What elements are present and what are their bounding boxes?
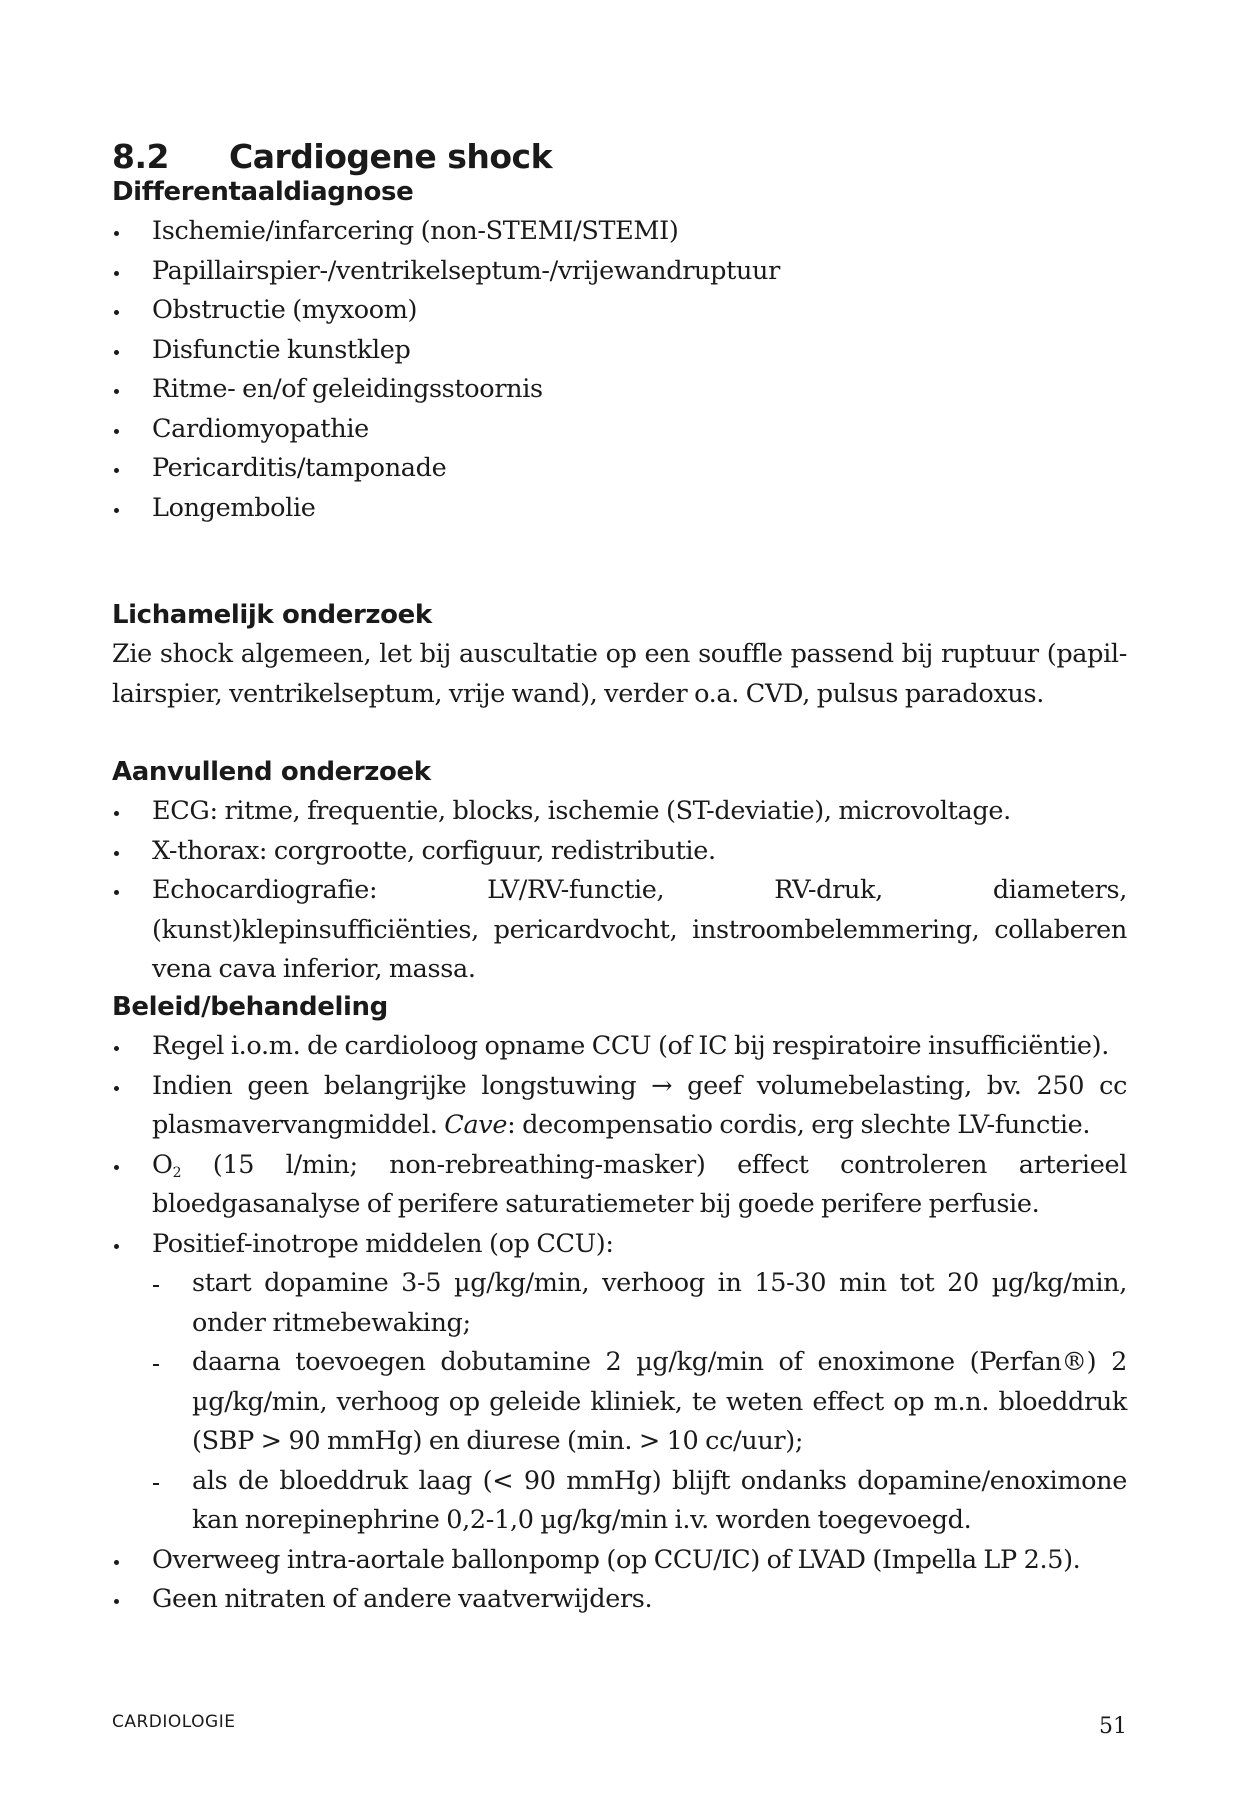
list-item: Regel i.o.m. de cardioloog opname CCU (of IC bij respiratoire insufficiëntie). (152, 1031, 1109, 1061)
sub-list-item: daarna toevoegen dobutamine 2 µg/kg/min of enoximone (Perfan®) 2 µg/kg/min, verhoog op geleide kliniek, te weten effect op m.n. bloeddruk (SBP > 90 mmHg) en diurese (min. > 10 cc/uur); (192, 1347, 1127, 1456)
running-footer-section: CARDIOLOGIE (112, 1712, 236, 1732)
sub-list-item: start dopamine 3-5 µg/kg/min, verhoog in 15-30 min tot 20 µg/kg/min, onder ritmebewaking; (192, 1268, 1127, 1338)
additional-exam-list (112, 792, 1127, 990)
list-item: Overweeg intra-aortale ballonpomp (op CCU/IC) of LVAD (Impella LP 2.5). (152, 1544, 1081, 1575)
page-number: 51 (1099, 1714, 1127, 1739)
chapter-number: 8.2 (112, 137, 169, 177)
list-item: Obstructie (myxoom) (152, 295, 418, 325)
section-heading: Aanvullend onderzoek (112, 757, 431, 787)
list-item: Positief-inotrope middelen (op CCU): start dopamine 3-5 µg/kg/min, verhoog in 15-30 min tot 20 µg/kg/min, onder ritmebewaking; daarna toevoegen dobutamine 2 µg/kg/min of enoximone (Perfan®) 2 µg/kg/min, verhoog op geleide kliniek, te weten effect op m.n. bloeddruk (SBP > 90 mmHg) en diurese (min. > 10 cc/uur); als de bloeddruk laag (< 90 mmHg) blijft ondanks dopamine/enoximone kan norepinephrine 0,2-1,0 µg/kg/min i.v. worden toegevoegd. (112, 1225, 1127, 1541)
list-item: Ritme- en/of geleidingsstoornis (152, 374, 543, 404)
list-item: Papillairspier-/ventrikelseptum-/vrijewandruptuur (152, 255, 780, 286)
policy-list (112, 1027, 1127, 1620)
section-heading: Differentaaldiagnose (112, 177, 414, 207)
chapter-title-text: Cardiogene shock (229, 137, 553, 177)
list-item: Disfunctie kunstklep (152, 334, 411, 365)
list-item: Echocardiografie: LV/RV-functie, RV-druk, diameters, (kunst)klepinsufficiënties, pericardvocht, instroombelemmering, collaberen vena cava inferior, massa. (152, 875, 1127, 984)
section-additional-exam (112, 752, 1127, 990)
physical-exam-text: Zie shock algemeen, let bij auscultatie op een souffle passend bij ruptuur (papil-lairspier, ventrikelseptum, vrije wand), verder o.a. CVD, pulsus paradoxus. (112, 639, 1127, 709)
list-item: Geen nitraten of andere vaatverwijders. (152, 1584, 653, 1614)
list-item: Ischemie/infarcering (non-STEMI/STEMI) (152, 216, 679, 246)
section-physical-exam (112, 595, 1127, 714)
list-item: Pericarditis/tamponade (152, 453, 447, 483)
inotropes-sub-list (152, 1264, 1127, 1541)
list-item: X-thorax: corgrootte, corfiguur, redistributie. (152, 835, 716, 866)
page-footer (112, 1712, 1127, 1752)
list-item: Cardiomyopathie (152, 413, 369, 444)
list-item: Indien geen belangrijke longstuwing → geef volumebelasting, bv. 250 cc plasmavervangmiddel. Cave: decompensatio cordis, erg slechte LV-functie. (152, 1070, 1127, 1140)
chapter-title (112, 137, 552, 176)
section-heading: Lichamelijk onderzoek (112, 600, 432, 630)
list-item: ECG: ritme, frequentie, blocks, ischemie (ST-deviatie), microvoltage. (152, 796, 1011, 826)
sub-list-item: als de bloeddruk laag (< 90 mmHg) blijft ondanks dopamine/enoximone kan norepinephrine 0,2-1,0 µg/kg/min i.v. worden toegevoegd. (192, 1465, 1127, 1535)
section-heading: Beleid/behandeling (112, 992, 388, 1022)
list-item: $O_2$ (15 l/min; non-rebreathing-masker) effect controleren arterieel bloedgasanalyse of perifere saturatiemeter bij goede perifere perfusie. (152, 1149, 1127, 1219)
list-item: Longembolie (152, 492, 316, 523)
cave-label: Cave (444, 1110, 508, 1140)
section-differential-diagnosis (112, 172, 1127, 528)
differential-list (112, 212, 1127, 528)
section-policy-treatment (112, 987, 1127, 1620)
